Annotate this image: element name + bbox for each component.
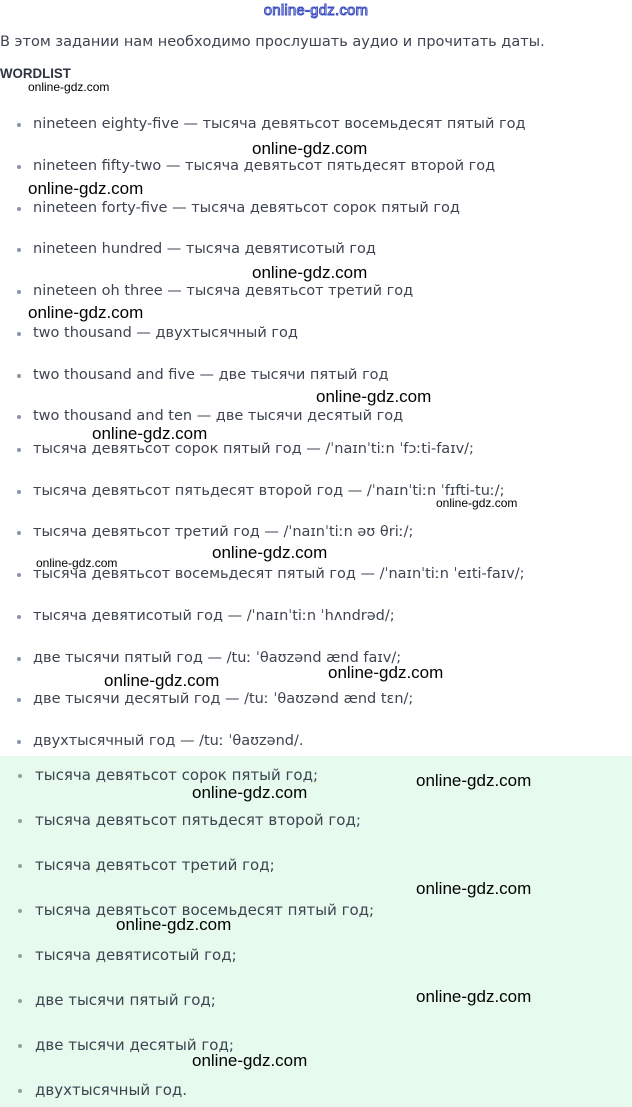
answer-item — [0, 1035, 632, 1055]
wordlist-item-text: тысяча девятьсот пятьдесят второй год — /ˈnaɪnˈtiːn ˈfɪfti-tuː/; — [33, 483, 505, 499]
watermark: online-gdz.com — [252, 139, 368, 158]
task-intro: В этом задании нам необходимо прослушать аудио и прочитать даты. — [0, 34, 545, 50]
bullet-icon — [17, 165, 21, 169]
watermark: online-gdz.com — [192, 783, 308, 802]
watermark: online-gdz.com — [252, 263, 368, 282]
bullet-icon — [17, 248, 21, 252]
answer-item-text: тысяча девятьсот восемьдесят пятый год; — [35, 901, 375, 919]
bullet-icon — [17, 290, 21, 294]
answer-item-text: две тысячи пятый год; — [35, 991, 216, 1009]
wordlist-item — [0, 281, 632, 301]
bullet-icon — [17, 448, 21, 452]
watermark: online-gdz.com — [316, 387, 432, 406]
site-header-logo[interactable]: online-gdz.com — [263, 2, 369, 19]
answer-item-text: двухтысячный год. — [35, 1081, 188, 1099]
wordlist-item-text: nineteen oh three — тысяча девятьсот третий год — [33, 283, 414, 299]
wordlist-item — [0, 522, 632, 542]
bullet-icon — [18, 774, 22, 778]
watermark: online-gdz.com — [436, 496, 518, 510]
wordlist-item-text: двухтысячный год — /tuː ˈθaʊzənd/. — [33, 733, 304, 749]
wordlist-item-text: nineteen forty-five — тысяча девятьсот сорок пятый год — [33, 200, 460, 216]
answer-item — [0, 810, 632, 830]
wordlist-item — [0, 365, 632, 385]
wordlist-item-text: две тысячи пятый год — /tuː ˈθaʊzənd ænd faɪv/; — [33, 650, 402, 666]
bullet-icon — [17, 123, 21, 127]
wordlist-item — [0, 481, 632, 501]
wordlist-item-text: nineteen hundred — тысяча девятисотый год — [33, 241, 376, 257]
wordlist-item — [0, 648, 632, 668]
watermark: online-gdz.com — [116, 915, 232, 934]
answer-item — [0, 855, 632, 875]
wordlist-item-text: two thousand — двухтысячный год — [33, 325, 298, 341]
answer-item-text: тысяча девятисотый год; — [35, 946, 237, 964]
bullet-icon — [17, 740, 21, 744]
watermark: online-gdz.com — [28, 179, 144, 198]
wordlist-item — [0, 114, 632, 134]
bullet-icon — [17, 531, 21, 535]
answer-item-text: тысяча девятьсот третий год; — [35, 856, 275, 874]
answer-item-text: тысяча девятьсот сорок пятый год; — [35, 766, 319, 784]
bullet-icon — [18, 909, 22, 913]
watermark: online-gdz.com — [416, 879, 532, 898]
watermark: online-gdz.com — [104, 671, 220, 690]
answer-item-text: тысяча девятьсот пятьдесят второй год; — [35, 811, 361, 829]
bullet-icon — [17, 657, 21, 661]
wordlist-item-text: тысяча девятисотый год — /ˈnaɪnˈtiːn ˈhʌndrəd/; — [33, 608, 395, 624]
wordlist-item — [0, 606, 632, 626]
wordlist-item — [0, 239, 632, 259]
watermark: online-gdz.com — [192, 1051, 308, 1070]
bullet-icon — [17, 490, 21, 494]
bullet-icon — [17, 615, 21, 619]
wordlist-item — [0, 323, 632, 343]
watermark: online-gdz.com — [416, 771, 532, 790]
wordlist-item-text: тысяча девятьсот третий год — /ˈnaɪnˈtiːn əʊ θriː/; — [33, 524, 414, 540]
wordlist-item — [0, 198, 632, 218]
watermark: online-gdz.com — [328, 663, 444, 682]
bullet-icon — [18, 819, 22, 823]
bullet-icon — [18, 954, 22, 958]
wordlist-item-text: two thousand and ten — две тысячи десятый год — [33, 408, 404, 424]
bullet-icon — [17, 332, 21, 336]
watermark: online-gdz.com — [212, 543, 328, 562]
wordlist-item — [0, 406, 632, 426]
answer-item — [0, 990, 632, 1010]
bullet-icon — [17, 415, 21, 419]
wordlist-item-text: nineteen fifty-two — тысяча девятьсот пятьдесят второй год — [33, 158, 496, 174]
watermark: online-gdz.com — [416, 987, 532, 1006]
answer-item — [0, 900, 632, 920]
wordlist-item — [0, 156, 632, 176]
bullet-icon — [18, 999, 22, 1003]
bullet-icon — [17, 698, 21, 702]
answer-item — [0, 765, 632, 785]
watermark: online-gdz.com — [28, 80, 110, 94]
answer-item-text: две тысячи десятый год; — [35, 1036, 234, 1054]
wordlist-item-text: two thousand and five — две тысячи пятый год — [33, 367, 389, 383]
bullet-icon — [18, 864, 22, 868]
answer-item — [0, 945, 632, 965]
wordlist-item-text: тысяча девятьсот восемьдесят пятый год — /ˈnaɪnˈtiːn ˈeɪti-faɪv/; — [33, 566, 525, 582]
wordlist-item-text: тысяча девятьсот сорок пятый год — /ˈnaɪnˈtiːn ˈfɔːti-faɪv/; — [33, 441, 474, 457]
bullet-icon — [17, 374, 21, 378]
wordlist-item-text: nineteen eighty-five — тысяча девятьсот восемьдесят пятый год — [33, 116, 526, 132]
watermark: online-gdz.com — [36, 556, 118, 570]
bullet-icon — [18, 1044, 22, 1048]
bullet-icon — [17, 573, 21, 577]
wordlist-item — [0, 731, 632, 751]
wordlist-heading: WORDLIST — [0, 65, 71, 81]
wordlist-item-text: две тысячи десятый год — /tuː ˈθaʊzənd ænd tɛn/; — [33, 691, 414, 707]
watermark: online-gdz.com — [28, 303, 144, 322]
watermark: online-gdz.com — [92, 424, 208, 443]
wordlist-item — [0, 689, 632, 709]
answer-box — [0, 756, 632, 1107]
bullet-icon — [18, 1089, 22, 1093]
bullet-icon — [17, 207, 21, 211]
